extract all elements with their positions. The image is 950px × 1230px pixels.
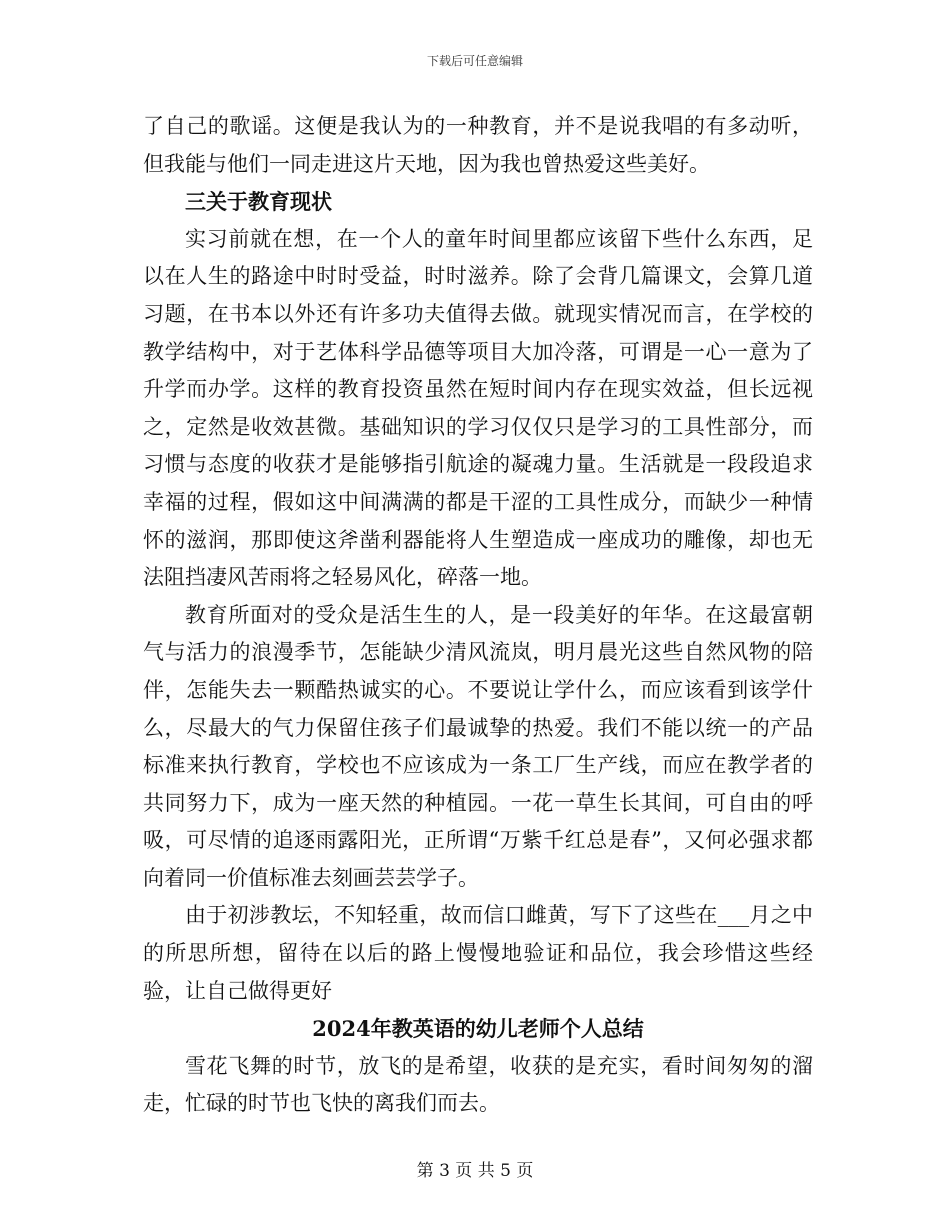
document-body: [143, 108, 813, 1123]
header-note: 下载后可任意编辑: [426, 54, 523, 68]
page-number: 第 3 页 共 5 页: [416, 1161, 534, 1181]
paragraph-2: 实习前就在想，在一个人的童年时间里都应该留下些什么东西，足以在人生的路途中时时受益，时时滋养。除了会背几篇课文，会算几道习题，在书本以外还有许多功夫值得去做。就现实情况而言，在学校的教学结构中，对于艺体科学品德等项目大加冷落，可谓是一心一意为了升学而办学。这样的教育投资虽然在短时间内存在现实效益，但长远视之，定然是收效甚微。基础知识的学习仅仅只是学习的工具性部分，而习惯与态度的收获才是能够指引航途的凝魂力量。生活就是一段段追求幸福的过程，假如这中间满满的都是干涩的工具性成分，而缺少一种情怀的滋润，那即使这斧凿利器能将人生塑造成一座成功的雕像，却也无法阻挡凄风苦雨将之轻易风化，碎落一地。: [143, 226, 813, 590]
document-title: 2024年教英语的幼儿老师个人总结: [312, 1016, 644, 1042]
paragraph-4: 由于初涉教坛，不知轻重，故而信口雌黄，写下了这些在___月之中的所思所想，留待在以后的路上慢慢地验证和品位，我会珍惜这些经验，让自己做得更好: [143, 903, 813, 1003]
paragraph-3: 教育所面对的受众是活生生的人，是一段美好的年华。在这最富朝气与活力的浪漫季节，怎能缺少清风流岚，明月晨光这些自然风物的陪伴，怎能失去一颗酷热诚实的心。不要说让学什么，而应该看到该学什么，尽最大的气力保留住孩子们最诚挚的热爱。我们不能以统一的产品标准来执行教育，学校也不应该成为一条工厂生产线，而应在教学者的共同努力下，成为一座天然的种植园。一花一草生长其间，可自由的呼吸，可尽情的追逐雨露阳光，正所谓“万紫千红总是春”，又何必强求都向着同一价值标准去刻画芸芸学子。: [143, 602, 813, 890]
paragraph-5: 雪花飞舞的时节，放飞的是希望，收获的是充实，看时间匆匆的溜走，忙碌的时节也飞快的离我们而去。: [143, 1053, 813, 1116]
section-heading-education-status: 三关于教育现状: [185, 189, 332, 215]
paragraph-1: 了自己的歌谣。这便是我认为的一种教育，并不是说我唱的有多动听，但我能与他们一同走进这片天地，因为我也曾热爱这些美好。: [143, 114, 813, 176]
